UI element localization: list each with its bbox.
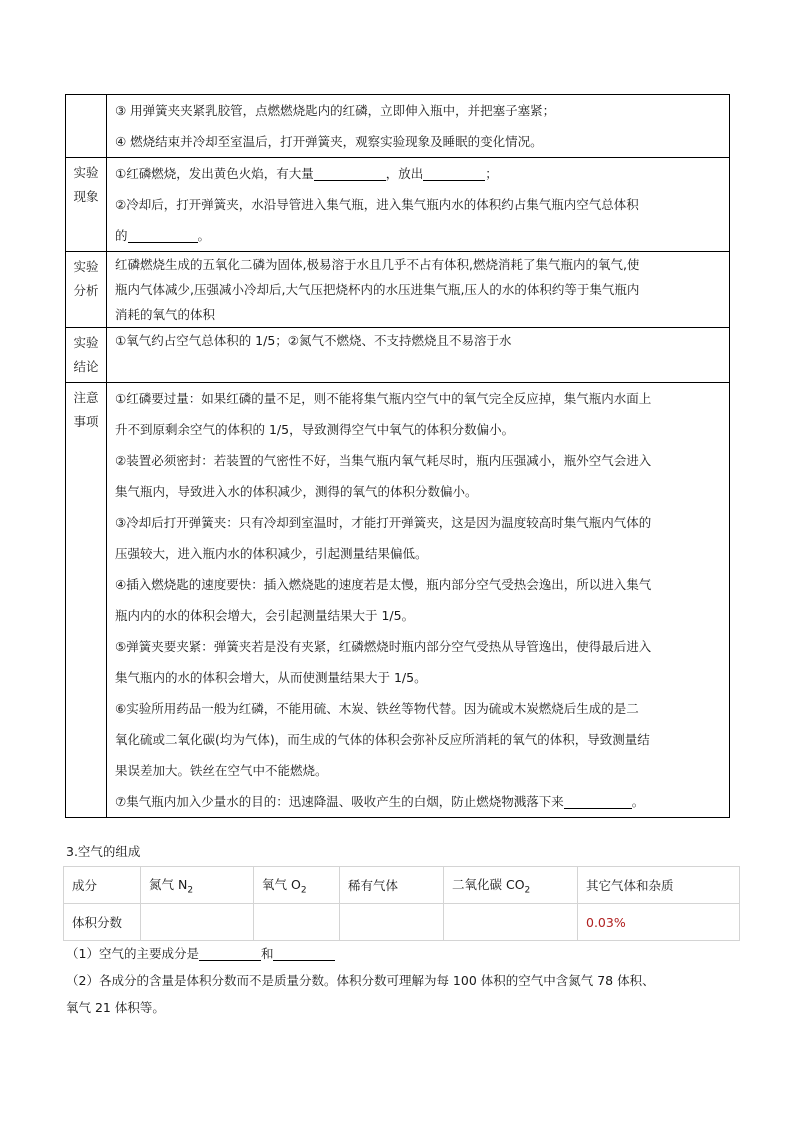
question-2-line-1: （2）各成分的含量是体积分数而不是质量分数。体积分数可理解为每 100 体积的空气中含氮气 78 体积、 [66,973,655,988]
composition-table [63,866,740,941]
phenomenon-body-cell [107,158,730,252]
note-2-b: 集气瓶内，导致进入水的体积减少，测得的氧气的体积分数偏小。 [115,484,478,499]
notes-label-2: 事项 [73,414,99,429]
blank-line [128,228,198,243]
value-oxygen [254,904,340,941]
phenomenon-label-2: 现象 [73,189,99,204]
analysis-line-2: 瓶内气体减少,压强减小冷却后,大气压把烧杯内的水压进集气瓶,压人的水的体积约等于集气瓶内 [115,282,640,297]
note-5-b: 集气瓶内的水的体积会增大，从而使测量结果大于 1/5。 [115,670,427,685]
step-4: ④ 燃烧结束并冷却至室温后，打开弹簧夹，观察实验现象及睡眠的变化情况。 [115,134,543,149]
steps-head-cell [66,95,107,158]
analysis-line-1: 红磷燃烧生成的五氧化二磷为固体,极易溶于水且几乎不占有体积,燃烧消耗了集气瓶内的氧气,使 [115,257,640,272]
header-other: 其它气体和杂质 [578,867,740,904]
header-co2-sub: 2 [524,885,531,896]
header-nitrogen-sub: 2 [187,885,194,896]
value-co2 [444,904,578,941]
note-7-b: 。 [631,794,645,809]
step-3: ③ 用弹簧夹夹紧乳胶管，点燃燃烧匙内的红磷，立即伸入瓶中，并把塞子塞紧； [115,103,556,118]
notes-head-cell [66,383,107,818]
steps-body-cell [107,95,730,158]
header-nitrogen [141,867,254,904]
header-rare-gas: 稀有气体 [340,867,444,904]
conclusion-row [66,328,730,383]
note-3-b: 压强较大，进入瓶内水的体积减少，引起测量结果偏低。 [115,546,428,561]
note-6-a: ⑥实验所用药品一般为红磷，不能用硫、木炭、铁丝等物代替。因为硫或木炭燃烧后生成的是二 [115,701,639,716]
header-oxygen [254,867,340,904]
conclusion-label-2: 结论 [73,359,99,374]
question-1 [66,944,335,962]
analysis-head-cell [66,252,107,328]
notes-body-cell [107,383,730,818]
analysis-label-1: 实验 [73,259,99,274]
phenomenon-line-3-a: 的 [115,228,128,243]
blank-line [314,166,386,181]
analysis-body-cell [107,252,730,328]
question-1-b: 和 [260,946,274,961]
conclusion-line-1: ①氧气约占空气总体积的 1/5；②氮气不燃烧、不支持燃烧且不易溶于水 [115,333,512,348]
phenomenon-line-1 [115,158,723,189]
phenomenon-line-1-b: ，放出 [385,166,424,181]
steps-row [66,95,730,158]
phenomenon-line-1-a: ①红磷燃烧，发出黄色火焰，有大量 [115,166,314,181]
analysis-label-2: 分析 [73,283,99,298]
notes-row [66,383,730,818]
conclusion-label-1: 实验 [73,335,99,350]
note-2-a: ②装置必须密封：若装置的气密性不好，当集气瓶内氧气耗尽时，瓶内压强减小，瓶外空气会进入 [115,453,652,468]
conclusion-head-cell [66,328,107,383]
note-1-b: 升不到原剩余空气的体积的 1/5，导致测得空气中氧气的体积分数偏小。 [115,422,515,437]
note-1-a: ①红磷要过量：如果红磷的量不足，则不能将集气瓶内空气中的氧气完全反应掉，集气瓶内水面上 [115,391,652,406]
analysis-row [66,252,730,328]
conclusion-body-cell [107,328,730,383]
phenomenon-line-3 [115,220,723,251]
experiment-table [65,94,730,818]
header-oxygen-sub: 2 [300,885,307,896]
header-co2-text: 二氧化碳 CO [452,876,525,892]
note-4-a: ④插入燃烧匙的速度要快：插入燃烧匙的速度若是太慢，瓶内部分空气受热会逸出，所以进入集气 [115,577,652,592]
blank-line [199,946,261,961]
phenomenon-line-2: ②冷却后，打开弹簧夹，水沿导管进入集气瓶，进入集气瓶内水的体积约占集气瓶内空气总体积 [115,197,639,212]
header-oxygen-text: 氧气 O [262,876,301,892]
composition-header-row [64,867,740,904]
analysis-line-3: 消耗的氧气的体积 [115,307,216,322]
note-7 [115,786,723,817]
phenomenon-line-1-c: ； [485,166,498,181]
question-1-a: （1）空气的主要成分是 [66,946,199,961]
question-2-line-2: 氧气 21 体积等。 [66,1000,165,1015]
phenomenon-row [66,158,730,252]
value-nitrogen [141,904,254,941]
value-other: 0.03% [578,904,740,941]
header-co2 [444,867,578,904]
blank-line [423,166,485,181]
composition-value-row [64,904,740,941]
phenomenon-label-1: 实验 [73,165,99,180]
header-component: 成分 [64,867,141,904]
header-nitrogen-text: 氮气 N [149,876,188,892]
section-title: 3.空气的组成 [66,844,141,859]
note-4-b: 瓶内内的水的体积会增大，会引起测量结果大于 1/5。 [115,608,415,623]
row-label: 体积分数 [64,904,141,941]
note-6-c: 果误差加大。铁丝在空气中不能燃烧。 [115,763,328,778]
notes-label-1: 注意 [73,390,99,405]
phenomenon-head-cell [66,158,107,252]
note-7-a: ⑦集气瓶内加入少量水的目的：迅速降温、吸收产生的白烟，防止燃烧物溅落下来 [115,794,564,809]
blank-line [273,946,335,961]
note-6-b: 氧化硫或二氧化碳(均为气体)，而生成的气体的体积会弥补反应所消耗的氧气的体积，导致测量结 [115,732,650,747]
phenomenon-line-3-b: 。 [197,228,211,243]
note-5-a: ⑤弹簧夹要夹紧：弹簧夹若是没有夹紧，红磷燃烧时瓶内部分空气受热从导管逸出，使得最后进入 [115,639,652,654]
value-rare-gas [340,904,444,941]
note-3-a: ③冷却后打开弹簧夹：只有冷却到室温时，才能打开弹簧夹，这是因为温度较高时集气瓶内气体的 [115,515,652,530]
blank-line [564,794,632,809]
